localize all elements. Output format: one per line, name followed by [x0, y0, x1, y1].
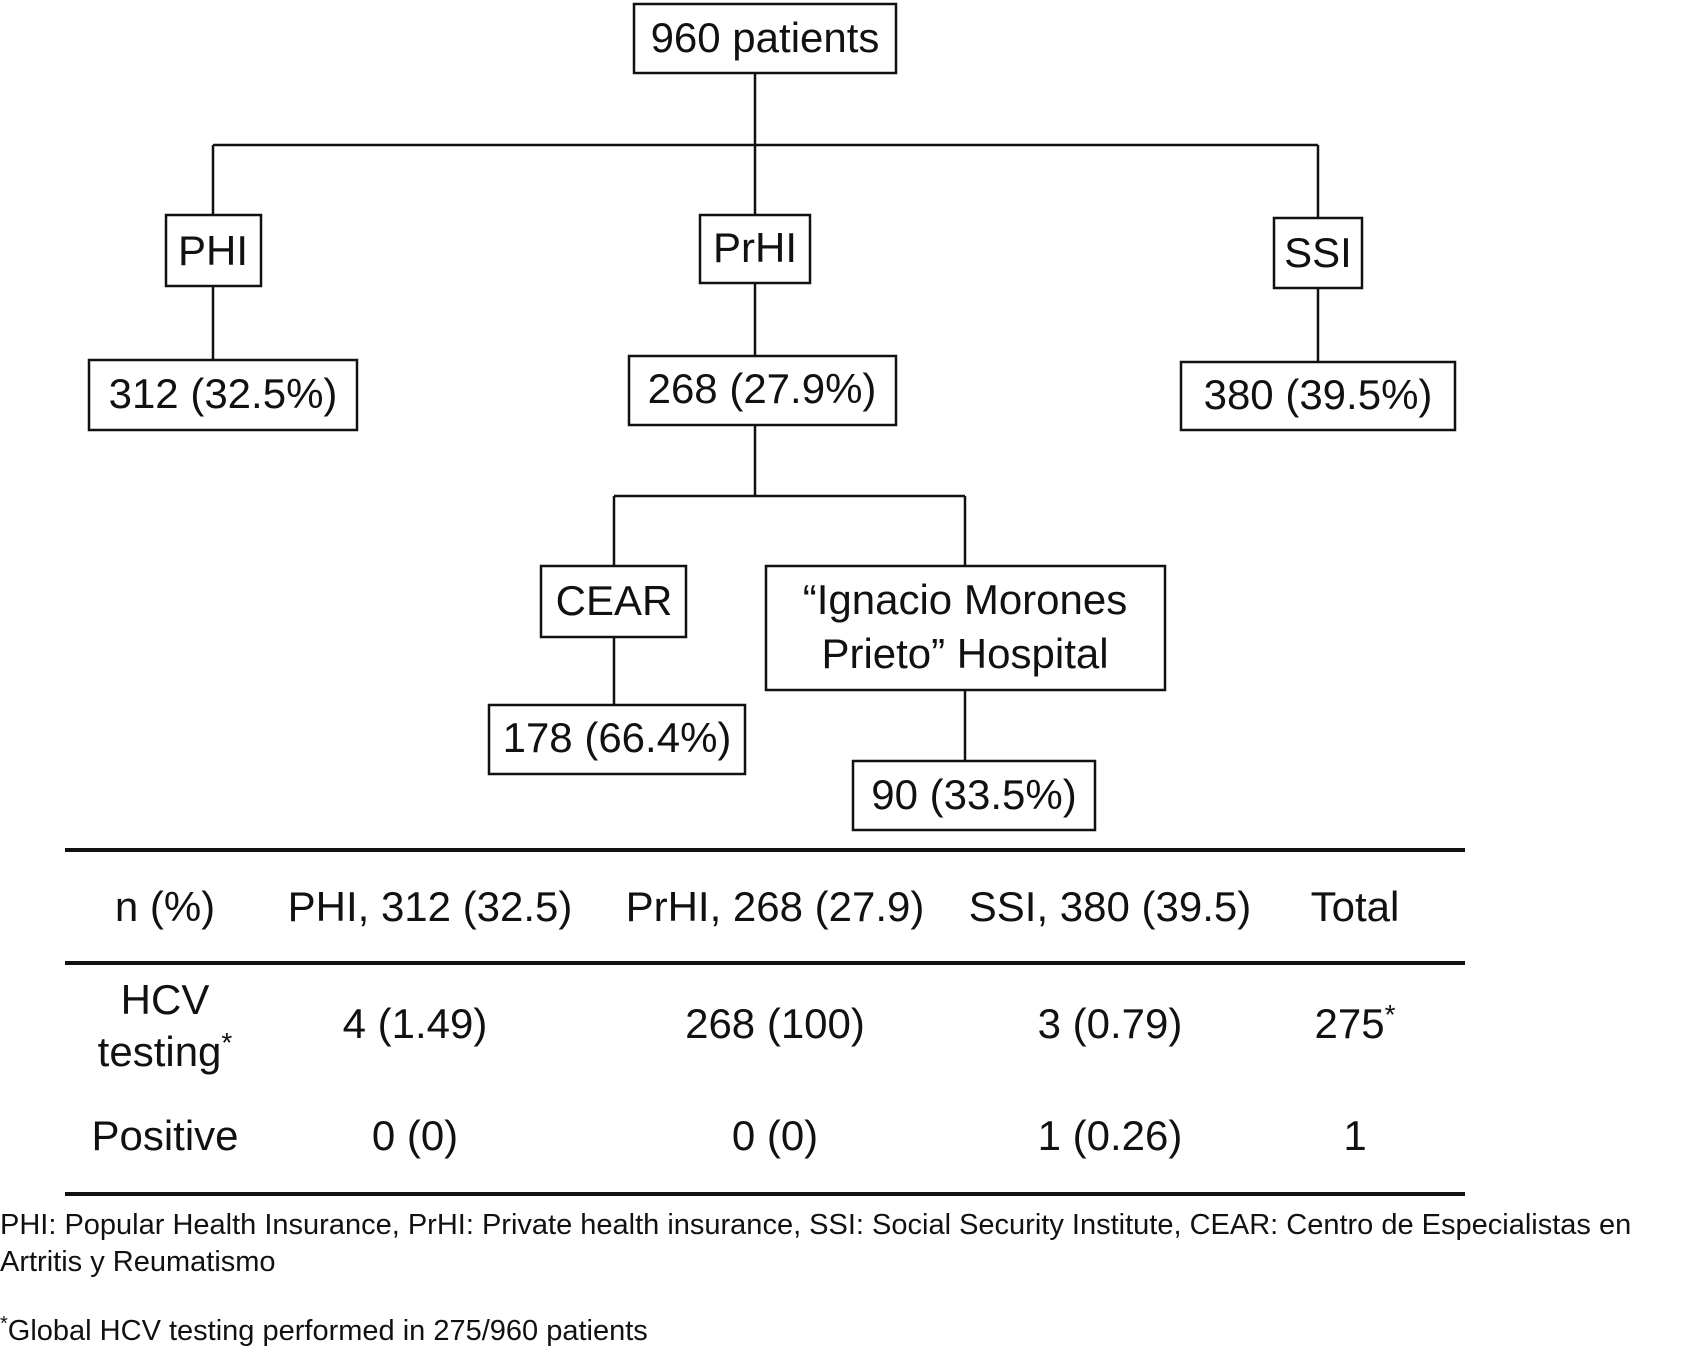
prhi-count-node: [629, 356, 896, 425]
cear-node: [541, 566, 686, 637]
cear-label: CEAR: [555, 577, 673, 624]
hospital-count: 90 (33.5%): [871, 771, 1077, 818]
positive-ssi: 1 (0.26): [1037, 1112, 1183, 1159]
row-label-hcv-testing: [65, 974, 265, 1078]
positive-phi: 0 (0): [371, 1112, 459, 1159]
abbreviations-footnote: PHI: Popular Health Insurance, PrHI: Private health insurance, SSI: Social Security Institute, CEAR: Centro de Especialistas en Artritis y Reumatismo: [0, 1209, 1632, 1278]
row-label-line2: testing: [97, 1028, 222, 1075]
ssi-label: SSI: [1284, 229, 1352, 276]
header-phi: PHI, 312 (32.5): [287, 883, 573, 930]
hospital-count-node: [853, 761, 1095, 830]
ssi-count-node: [1181, 362, 1455, 430]
prhi-count: 268 (27.9%): [647, 365, 877, 412]
prhi-label: PrHI: [713, 224, 797, 271]
phi-node: [166, 215, 261, 286]
phi-count: 312 (32.5%): [108, 370, 338, 417]
phi-label: PHI: [177, 227, 249, 274]
header-prhi: PrHI, 268 (27.9): [625, 883, 925, 930]
row-label-positive: Positive: [91, 1112, 239, 1159]
global-testing-text: Global HCV testing performed in 275/960 patients: [7, 1315, 648, 1347]
hospital-label-line2: Prieto” Hospital: [821, 630, 1109, 677]
row-label-line1: HCV: [120, 976, 210, 1023]
positive-prhi: 0 (0): [731, 1112, 819, 1159]
asterisk-mark: *: [221, 1027, 233, 1058]
total-value: 275: [1314, 1000, 1385, 1047]
hospital-label-line1: “Ignacio Morones: [802, 576, 1128, 623]
ssi-count: 380 (39.5%): [1203, 371, 1433, 418]
hcv-testing-total: [1275, 1000, 1435, 1048]
hcv-testing-prhi: 268 (100): [685, 1000, 865, 1047]
table-bottom-rule: [65, 1192, 1465, 1196]
positive-total: 1: [1343, 1112, 1367, 1159]
table-top-rule: [65, 848, 1465, 852]
header-n-percent: n (%): [114, 883, 216, 930]
hcv-testing-phi: 4 (1.49): [342, 1000, 488, 1047]
prhi-node: [700, 215, 810, 283]
table-header-rule: [65, 961, 1465, 965]
cear-count-node: [489, 705, 745, 774]
asterisk-mark: *: [0, 1313, 8, 1335]
hospital-node: [766, 566, 1165, 690]
global-testing-footnote: [0, 1313, 1689, 1350]
root-label: 960 patients: [650, 14, 880, 61]
footnotes: [0, 1207, 1689, 1350]
phi-count-node: [89, 360, 357, 430]
ssi-node: [1274, 218, 1362, 288]
header-total: Total: [1310, 883, 1400, 930]
root-node: [634, 4, 896, 73]
hcv-testing-ssi: 3 (0.79): [1037, 1000, 1183, 1047]
header-ssi: SSI, 380 (39.5): [968, 883, 1252, 930]
asterisk-mark: *: [1384, 999, 1396, 1030]
cear-count: 178 (66.4%): [502, 714, 732, 761]
